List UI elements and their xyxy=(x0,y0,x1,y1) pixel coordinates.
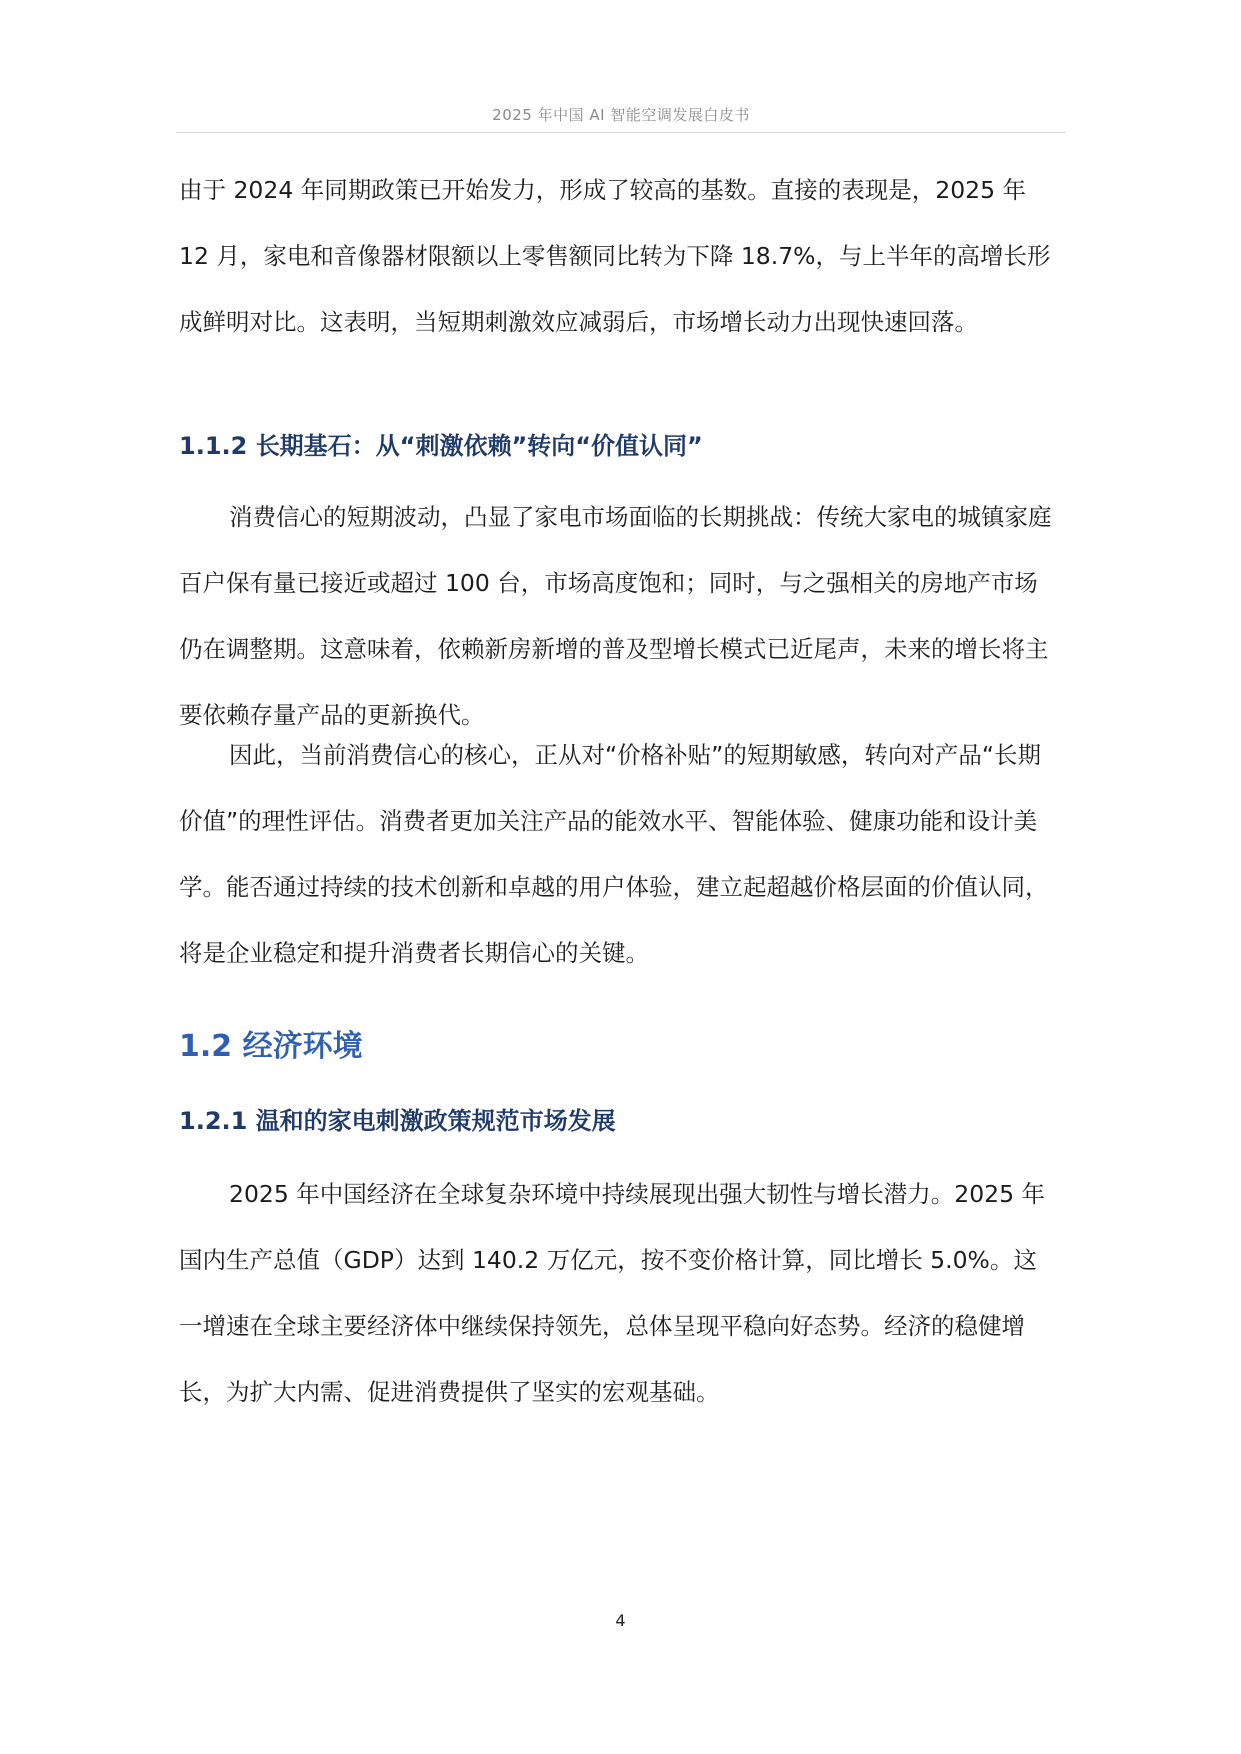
page-header-title: 2025 年中国 AI 智能空调发展白皮书 xyxy=(492,106,750,124)
paragraph-intro: 由于 2024 年同期政策已开始发力，形成了较高的基数。直接的表现是，2025 年 12 月，家电和音像器材限额以上零售额同比转为下降 18.7%，与上半年的高增长形成鲜明对比。这表明，当短期刺激效应减弱后，市场增长动力出现快速回落。 xyxy=(179,176,1051,336)
paragraph-1-1-2-a: 消费信心的短期波动，凸显了家电市场面临的长期挑战：传统大家电的城镇家庭百户保有量已接近或超过 100 台，市场高度饱和；同时，与之强相关的房地产市场仍在调整期。这意味着，依赖新房新增的普及型增长模式已近尾声，未来的增长将主要依赖存量产品的更新换代。 xyxy=(179,503,1052,729)
header-divider xyxy=(176,132,1066,133)
heading-1-2: 1.2 经济环境 xyxy=(179,1029,363,1064)
paragraph-1-1-2-b: 因此，当前消费信心的核心，正从对“价格补贴”的短期敏感，转向对产品“长期价值”的理性评估。消费者更加关注产品的能效水平、智能体验、健康功能和设计美学。能否通过持续的技术创新和卓越的用户体验，建立起超越价格层面的价值认同，将是企业稳定和提升消费者长期信心的关键。 xyxy=(179,741,1049,967)
heading-1-2-1: 1.2.1 温和的家电刺激政策规范市场发展 xyxy=(179,1107,616,1135)
heading-1-1-2: 1.1.2 长期基石：从“刺激依赖”转向“价值认同” xyxy=(179,432,703,460)
page-number: 4 xyxy=(615,1611,626,1630)
paragraph-1-2-1: 2025 年中国经济在全球复杂环境中持续展现出强大韧性与增长潜力。2025 年国内生产总值（GDP）达到 140.2 万亿元，按不变价格计算，同比增长 5.0%。这一增速在全球主要经济体中继续保持领先，总体呈现平稳向好态势。经济的稳健增长，为扩大内需、促进消费提供了坚实的宏观基础。 xyxy=(179,1180,1046,1406)
